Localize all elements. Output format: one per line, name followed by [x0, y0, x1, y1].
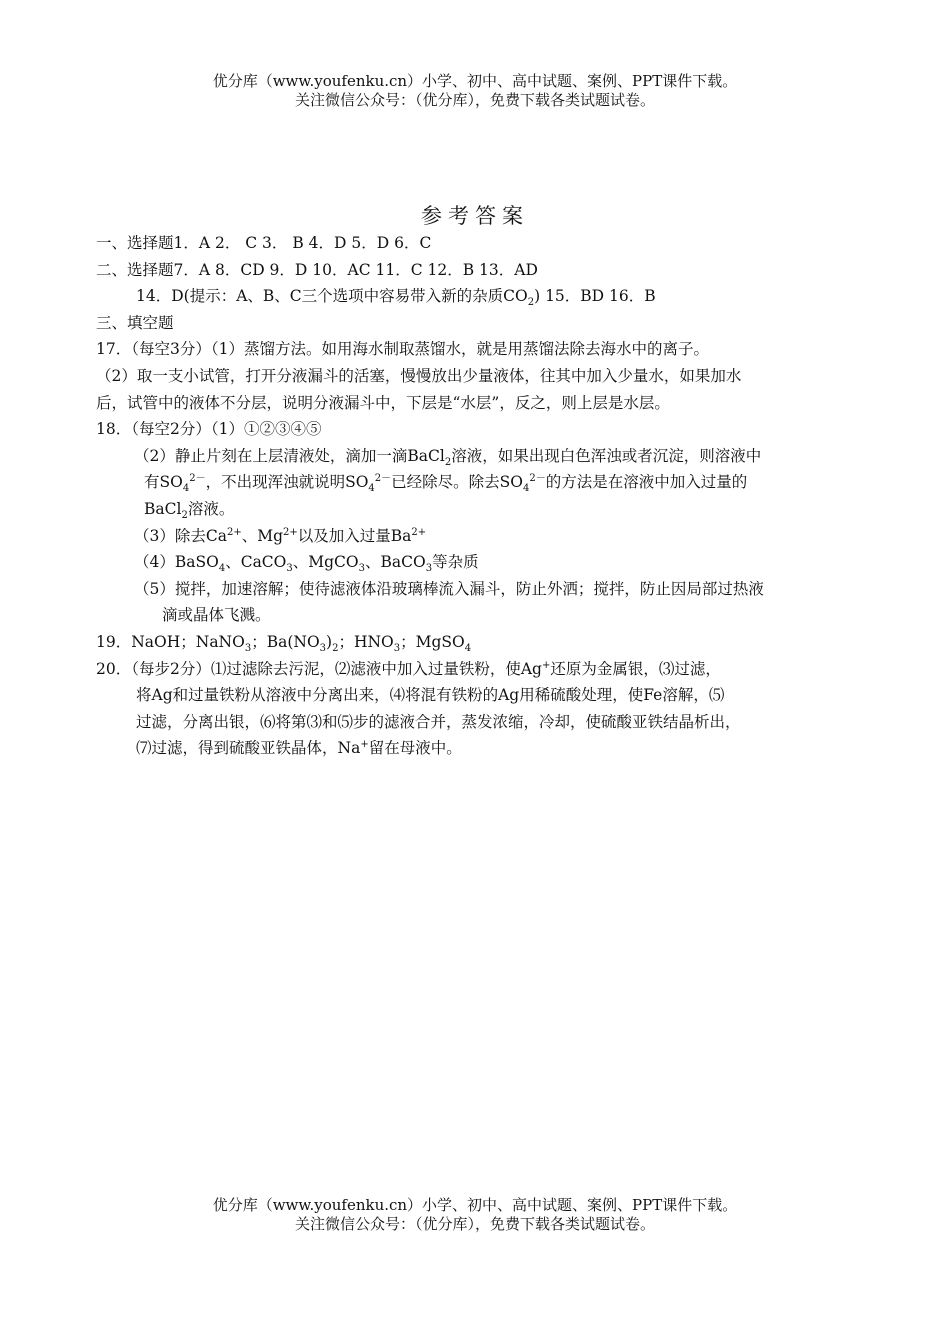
- q18-part-5-line-1: （5）搅拌，加速溶解；使待滤液体沿玻璃棒流入漏斗，防止外洒；搅拌，防止因局部过热液: [134, 579, 764, 598]
- q18-part-5-line-2: 滴或晶体飞溅。: [162, 606, 271, 625]
- q17-line-1: 17．（每空3分）（1）蒸馏方法。如用海水制取蒸馏水，就是用蒸馏法除去海水中的离子。: [96, 340, 709, 359]
- q20-line-3: 过滤，分离出银，⑹将第⑶和⑸步的滤液合并，蒸发浓缩，冷却，使硫酸亚铁结晶析出，: [136, 712, 741, 731]
- section-1: 一、选择题1．A 2． C 3． B 4．D 5．D 6．C: [96, 234, 432, 252]
- section-2: 二、选择题7．A 8．CD 9．D 10．AC 11．C 12．B 13．AD: [96, 260, 538, 279]
- q20-line-4: ⑺过滤，得到硫酸亚铁晶体，Na+留在母液中。: [136, 739, 462, 758]
- page-title: 参考答案: [421, 204, 529, 228]
- q18-line-1: 18．（每空2分）（1）①②③④⑤: [96, 420, 322, 439]
- q17-line-3: 后，试管中的液体不分层，说明分液漏斗中，下层是“水层”，反之，则上层是水层。: [96, 393, 670, 412]
- q17-line-2: （2）取一支小试管，打开分液漏斗的活塞，慢慢放出少量液体，往其中加入少量水，如果加水: [96, 366, 742, 385]
- q18-part-4: （4）BaSO$_4$、CaCO$_3$、MgCO$_3$、BaCO$_3$等杂质: [134, 553, 479, 575]
- q18-part-2-line-2: 有$SO_4^{2-}$，不出现浑浊就说明$SO_4^{2-}$已经除尽。除去$SO_4^{2-}$的方法是在溶液中加入过量的: [144, 473, 748, 495]
- q20-line-1: 20．（每步2分）⑴过滤除去污泥，⑵滤液中加入过量铁粉，使Ag+还原为金属银，⑶过滤，: [96, 659, 721, 678]
- page-header: [0, 72, 950, 110]
- footer-line-2: 关注微信公众号：（优分库），免费下载各类试题试卷。: [294, 1215, 655, 1233]
- footer-line-1: 优分库（www.youfenku.cn）小学、初中、高中试题、案例、PPT课件下载。: [212, 1196, 738, 1214]
- q18-part-3: （3）除去$Ca^{2+}$、$Mg^{2+}$以及加入过量$Ba^{2+}$: [134, 526, 427, 545]
- section-3: 三、填空题: [96, 313, 174, 332]
- answer-content: [96, 230, 856, 762]
- page-footer: [0, 1196, 950, 1234]
- q19: 19．NaOH；NaNO$_3$；$Ba(NO_3)_2$；$HNO_3$；MgSO$_4$: [96, 632, 472, 654]
- q18-part-2-line-3: BaCl$_2$溶液。: [144, 499, 235, 522]
- section-2-continued: 14．D(提示：A、B、C三个选项中容易带入新的杂质$CO_2$) 15．BD 16．B: [136, 287, 656, 309]
- header-line-2: 关注微信公众号：（优分库），免费下载各类试题试卷。: [294, 91, 655, 109]
- header-line-1: 优分库（www.youfenku.cn）小学、初中、高中试题、案例、PPT课件下载。: [212, 72, 738, 90]
- q18-part-2-line-1: （2）静止片刻在上层清液处，滴加一滴BaCl$_2$溶液，如果出现白色浑浊或者沉淀，则溶液中: [134, 446, 762, 468]
- q20-line-2: 将Ag和过量铁粉从溶液中分离出来，⑷将混有铁粉的Ag用稀硫酸处理，使Fe溶解，⑸: [136, 686, 725, 705]
